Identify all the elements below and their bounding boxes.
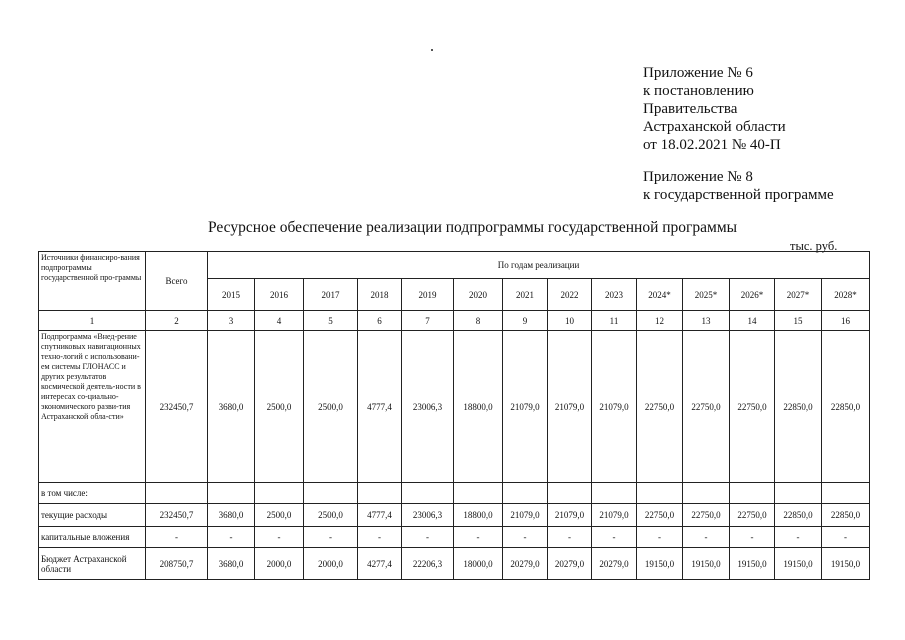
row-value: 19150,0 <box>775 548 822 580</box>
row-total: 232450,7 <box>146 504 208 527</box>
row-label: Бюджет Астраханской области <box>39 548 146 580</box>
row-value: 21079,0 <box>548 331 592 483</box>
year-header: 2025* <box>683 279 730 311</box>
column-number: 16 <box>822 311 870 331</box>
row-value <box>822 483 870 504</box>
row-value: 22750,0 <box>730 331 775 483</box>
column-number: 3 <box>208 311 255 331</box>
column-number: 10 <box>548 311 592 331</box>
year-header: 2019 <box>402 279 454 311</box>
column-number: 6 <box>358 311 402 331</box>
header-source: Источники финансиро-вания подпрограммы государственной про-граммы <box>39 252 146 311</box>
row-value: - <box>454 527 503 548</box>
row-value <box>304 483 358 504</box>
column-number: 12 <box>637 311 683 331</box>
year-header: 2017 <box>304 279 358 311</box>
row-value: 3680,0 <box>208 331 255 483</box>
row-label: текущие расходы <box>39 504 146 527</box>
row-value: 23006,3 <box>402 504 454 527</box>
table-row <box>39 331 870 483</box>
row-value <box>683 483 730 504</box>
year-header: 2027* <box>775 279 822 311</box>
row-value: 22750,0 <box>637 504 683 527</box>
column-number: 15 <box>775 311 822 331</box>
row-value: 20279,0 <box>548 548 592 580</box>
row-value: 2000,0 <box>255 548 304 580</box>
row-value: - <box>358 527 402 548</box>
appendix-line: Астраханской области <box>643 119 786 135</box>
row-value: 21079,0 <box>592 331 637 483</box>
row-value: 19150,0 <box>683 548 730 580</box>
row-value: - <box>775 527 822 548</box>
row-value: - <box>503 527 548 548</box>
row-value: 20279,0 <box>592 548 637 580</box>
header-years-group: По годам реализации <box>208 252 870 279</box>
row-value <box>402 483 454 504</box>
year-header: 2020 <box>454 279 503 311</box>
column-number: 7 <box>402 311 454 331</box>
document-title: Ресурсное обеспечение реализации подпрограммы государственной программы <box>208 219 738 236</box>
year-header: 2022 <box>548 279 592 311</box>
row-value: 18000,0 <box>454 548 503 580</box>
row-value: 21079,0 <box>592 504 637 527</box>
appendix-program <box>643 168 834 204</box>
year-header: 2016 <box>255 279 304 311</box>
row-value: - <box>730 527 775 548</box>
row-total: - <box>146 527 208 548</box>
row-value: 4777,4 <box>358 504 402 527</box>
row-value: 23006,3 <box>402 331 454 483</box>
row-value: 19150,0 <box>730 548 775 580</box>
row-value: 4277,4 <box>358 548 402 580</box>
row-value: - <box>304 527 358 548</box>
row-value: 22850,0 <box>822 331 870 483</box>
row-value <box>730 483 775 504</box>
year-header: 2028* <box>822 279 870 311</box>
row-value: 18800,0 <box>454 504 503 527</box>
row-value <box>208 483 255 504</box>
appendix-line: к государственной программе <box>643 187 834 203</box>
table-row <box>39 527 870 548</box>
year-header: 2015 <box>208 279 255 311</box>
row-value: 22850,0 <box>822 504 870 527</box>
row-value: - <box>637 527 683 548</box>
appendix-line: Приложение № 8 <box>643 169 753 185</box>
column-number: 1 <box>39 311 146 331</box>
year-header: 2024* <box>637 279 683 311</box>
row-value: 3680,0 <box>208 548 255 580</box>
row-value: 2500,0 <box>304 504 358 527</box>
row-value: - <box>548 527 592 548</box>
row-value: - <box>208 527 255 548</box>
row-value: 22750,0 <box>730 504 775 527</box>
resource-table <box>38 251 870 580</box>
row-value <box>637 483 683 504</box>
column-number: 5 <box>304 311 358 331</box>
row-value <box>503 483 548 504</box>
row-value: - <box>683 527 730 548</box>
row-value: 19150,0 <box>822 548 870 580</box>
row-value: 2500,0 <box>255 504 304 527</box>
scan-speck <box>431 49 433 51</box>
table-row <box>39 504 870 527</box>
row-value: 2500,0 <box>255 331 304 483</box>
row-value: 19150,0 <box>637 548 683 580</box>
row-value <box>592 483 637 504</box>
row-value: 21079,0 <box>548 504 592 527</box>
year-header: 2023 <box>592 279 637 311</box>
column-number: 4 <box>255 311 304 331</box>
row-label: капитальные вложения <box>39 527 146 548</box>
row-value: 22750,0 <box>683 331 730 483</box>
row-value: 2500,0 <box>304 331 358 483</box>
row-total: 232450,7 <box>146 331 208 483</box>
row-value: 21079,0 <box>503 331 548 483</box>
row-value: - <box>822 527 870 548</box>
row-value: - <box>592 527 637 548</box>
unit-label: тыс. руб. <box>790 239 838 253</box>
column-number: 11 <box>592 311 637 331</box>
appendix-line: от 18.02.2021 № 40-П <box>643 137 781 153</box>
row-value: - <box>255 527 304 548</box>
row-total <box>146 483 208 504</box>
table-row <box>39 483 870 504</box>
row-value <box>255 483 304 504</box>
row-value: 3680,0 <box>208 504 255 527</box>
column-number: 14 <box>730 311 775 331</box>
appendix-line: Правительства <box>643 101 738 117</box>
year-header: 2018 <box>358 279 402 311</box>
column-number: 2 <box>146 311 208 331</box>
appendix-line: к постановлению <box>643 83 754 99</box>
column-number: 8 <box>454 311 503 331</box>
table-row <box>39 548 870 580</box>
row-value <box>548 483 592 504</box>
row-value: - <box>402 527 454 548</box>
row-value: 21079,0 <box>503 504 548 527</box>
header-total: Всего <box>146 252 208 311</box>
appendix-resolution <box>643 64 786 154</box>
row-value <box>358 483 402 504</box>
row-label: в том числе: <box>39 483 146 504</box>
row-value: 22850,0 <box>775 331 822 483</box>
row-value: 4777,4 <box>358 331 402 483</box>
row-value: 22750,0 <box>637 331 683 483</box>
column-number: 9 <box>503 311 548 331</box>
row-value <box>454 483 503 504</box>
row-label: Подпрограмма «Внед-рение спутниковых навигационных техно-логий с использовани-ем системы ГЛОНАСС и других результатов космической деятель-ности в интересах со-циально-экономического разви-тия Астраханской обла-сти» <box>39 331 146 483</box>
appendix-line: Приложение № 6 <box>643 65 753 81</box>
year-header: 2026* <box>730 279 775 311</box>
row-value: 2000,0 <box>304 548 358 580</box>
row-value: 22850,0 <box>775 504 822 527</box>
row-value: 22750,0 <box>683 504 730 527</box>
column-number: 13 <box>683 311 730 331</box>
year-header: 2021 <box>503 279 548 311</box>
row-value: 22206,3 <box>402 548 454 580</box>
row-value: 18800,0 <box>454 331 503 483</box>
row-total: 208750,7 <box>146 548 208 580</box>
row-value <box>775 483 822 504</box>
row-value: 20279,0 <box>503 548 548 580</box>
